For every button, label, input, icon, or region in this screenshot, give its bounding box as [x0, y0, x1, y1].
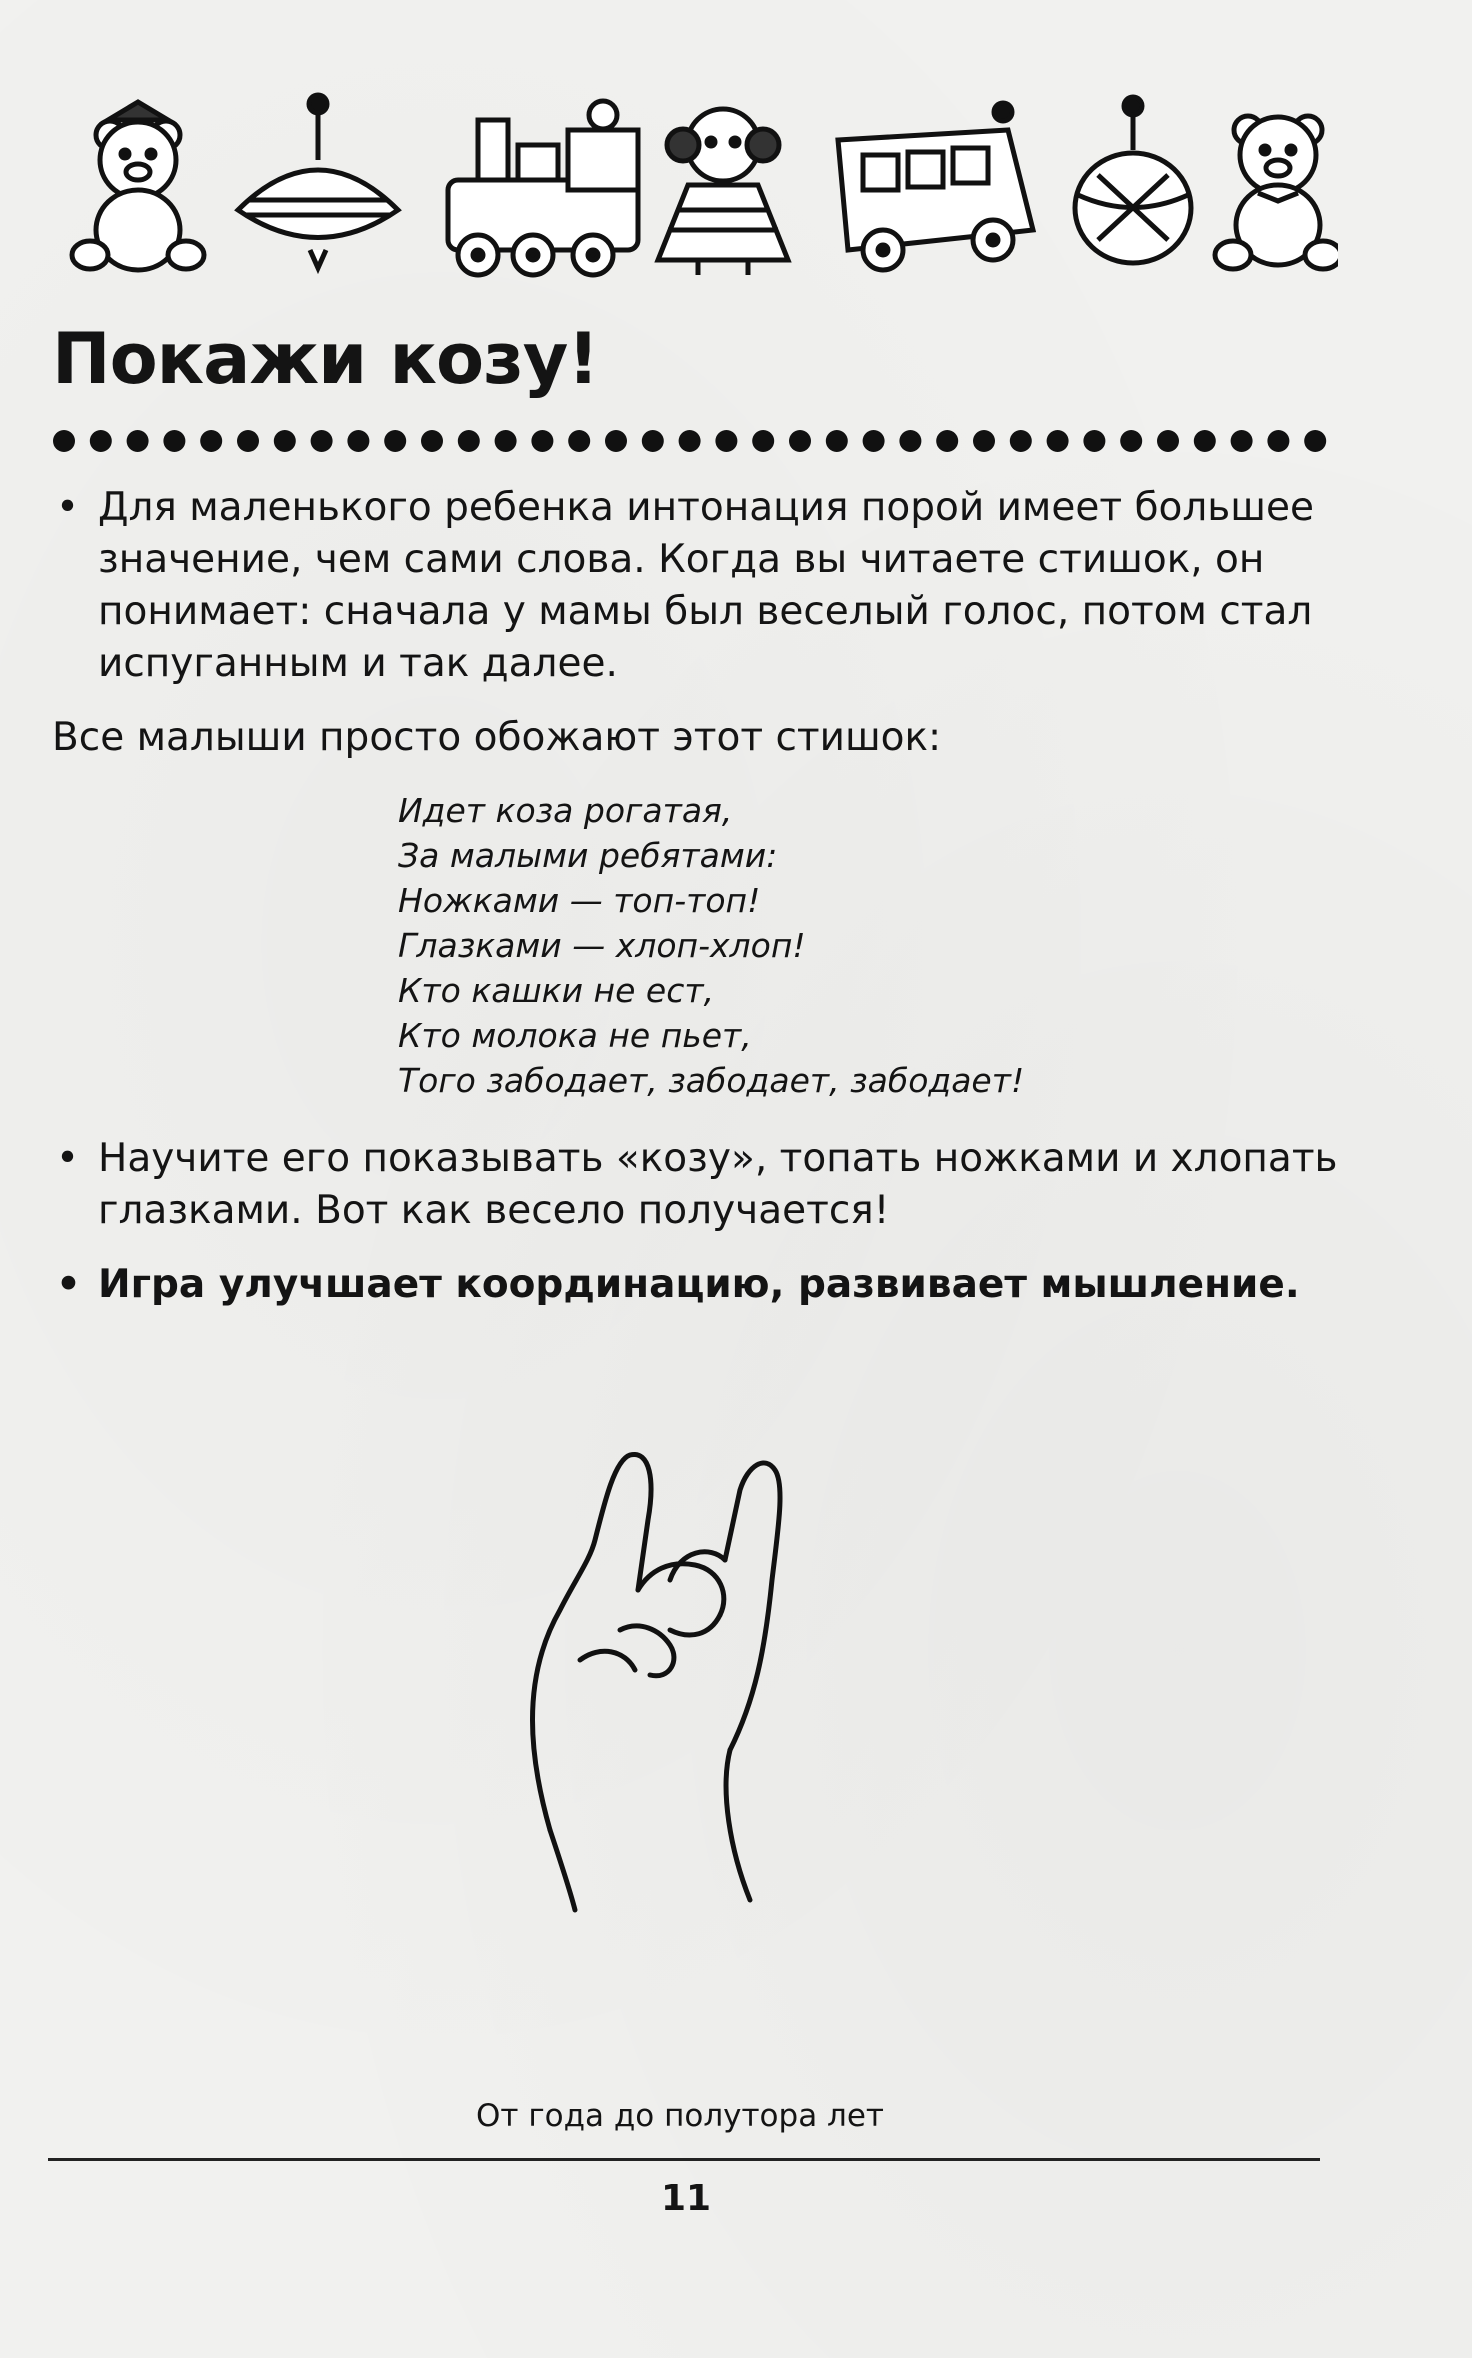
- divider-dot: [1120, 430, 1142, 452]
- divider-dot: [53, 430, 75, 452]
- divider-dot: [127, 430, 149, 452]
- divider-dot: [1157, 430, 1179, 452]
- bullet-paragraph: • Научите его показывать «козу», топать ножками и хлопать глазками. Вот как весело получается!: [52, 1133, 1342, 1237]
- poem-line: Ножками — топ-топ!: [398, 881, 761, 920]
- spinning-top-icon: [238, 95, 398, 268]
- running-footer: От года до полутора лет: [476, 2098, 884, 2134]
- divider-dot: [679, 430, 701, 452]
- divider-dot: [495, 430, 517, 452]
- divider-dot: [200, 430, 222, 452]
- divider-dot: [237, 430, 259, 452]
- divider-dot: [1267, 430, 1289, 452]
- divider-dot: [458, 430, 480, 452]
- poem-line: Идет коза рогатая,: [398, 791, 733, 830]
- divider-dot: [90, 430, 112, 452]
- page-title: Покажи козу!: [52, 318, 599, 400]
- page-number: 11: [660, 2178, 712, 2219]
- divider-dot: [826, 430, 848, 452]
- divider-dot: [421, 430, 443, 452]
- divider-dot: [1194, 430, 1216, 452]
- divider-dot: [863, 430, 885, 452]
- divider-dot: [1010, 430, 1032, 452]
- dotted-divider: [52, 426, 1332, 456]
- divider-dot: [311, 430, 333, 452]
- article-body: [52, 482, 1342, 1333]
- divider-dot: [605, 430, 627, 452]
- toy-bus-icon: [838, 103, 1033, 270]
- divider-dot: [973, 430, 995, 452]
- footer-rule: [48, 2158, 1320, 2161]
- toy-border-illustration: [48, 90, 1338, 280]
- poem-line: Того забодает, забодает, забодает!: [398, 1061, 1025, 1100]
- divider-dot: [1231, 430, 1253, 452]
- bullet-paragraph: • Для маленького ребенка интонация порой имеет большее значение, чем сами слова. Когда вы читаете стишок, он понимает: сначала у мамы был веселый голос, потом стал испуганным и так далее.: [52, 482, 1342, 690]
- doll-icon: [658, 109, 788, 275]
- spinning-top-icon: [1075, 97, 1191, 263]
- teddy-bear-icon: [1215, 116, 1338, 269]
- divider-dot: [899, 430, 921, 452]
- divider-dot: [752, 430, 774, 452]
- divider-dot: [715, 430, 737, 452]
- poem-line: Кто кашки не ест,: [398, 971, 715, 1010]
- poem: [398, 788, 1342, 1103]
- teddy-bear-icon: [72, 102, 204, 270]
- divider-dot: [274, 430, 296, 452]
- divider-dot: [384, 430, 406, 452]
- divider-dot: [163, 430, 185, 452]
- goat-hand-gesture-icon: [520, 1430, 840, 1930]
- poem-line: Глазками — хлоп-хлоп!: [398, 926, 806, 965]
- toy-border: [48, 90, 1338, 280]
- bullet-paragraph-bold: • Игра улучшает координацию, развивает мышление.: [52, 1259, 1342, 1311]
- intro-paragraph: Все малыши просто обожают этот стишок:: [52, 715, 942, 760]
- divider-dot: [347, 430, 369, 452]
- divider-dot: [1083, 430, 1105, 452]
- divider-dot: [789, 430, 811, 452]
- divider-dot: [531, 430, 553, 452]
- divider-dot: [1047, 430, 1069, 452]
- poem-line: Кто молока не пьет,: [398, 1016, 752, 1055]
- poem-line: За малыми ребятами:: [398, 836, 778, 875]
- toy-train-icon: [448, 101, 638, 275]
- divider-dot: [936, 430, 958, 452]
- divider-dot: [568, 430, 590, 452]
- divider-dot: [642, 430, 664, 452]
- divider-dot: [1304, 430, 1326, 452]
